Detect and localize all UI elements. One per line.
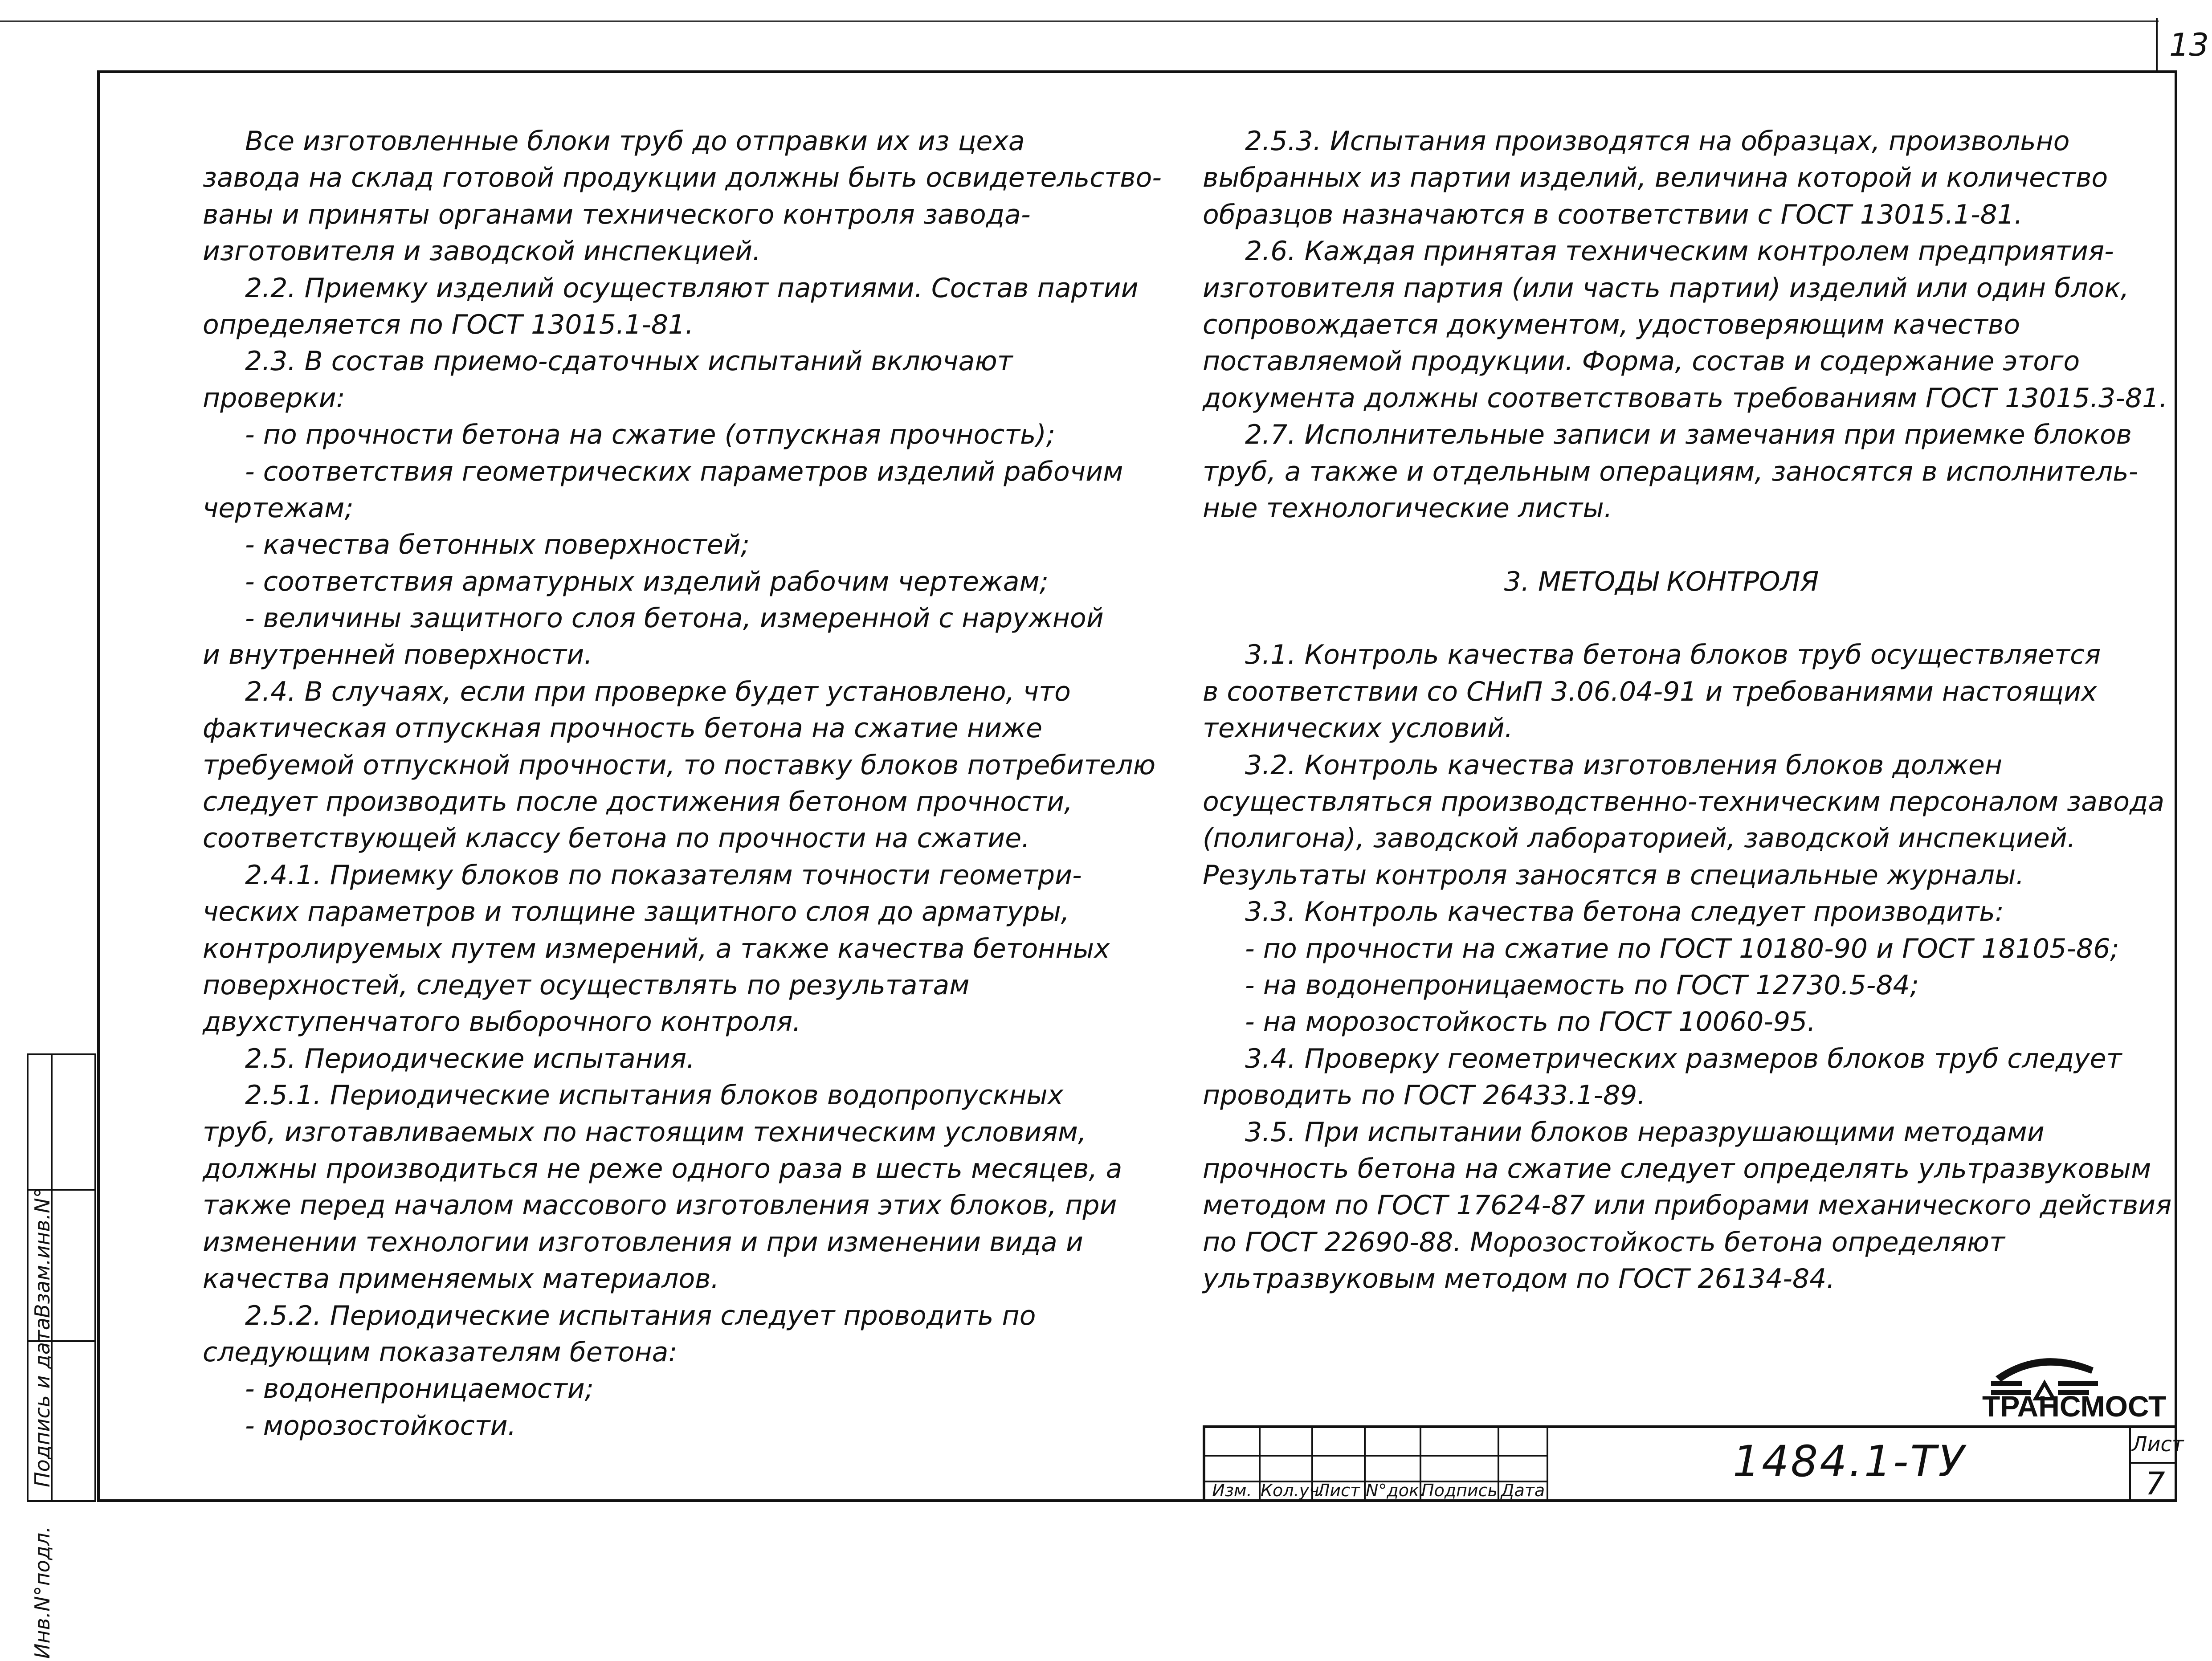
text-line: Все изготовленные блоки труб до отправки их из цеха xyxy=(245,126,1025,157)
text-line: поставляемой продукции. Форма, состав и содержание этого xyxy=(1203,346,2080,377)
text-line: ные технологические листы. xyxy=(1203,492,1612,524)
text-line: 3.4. Проверку геометрических размеров блоков труб следует xyxy=(1245,1043,2122,1074)
tb-col-izm: Изм. xyxy=(1212,1481,1252,1500)
text-line: 2.5.1. Периодические испытания блоков водопропускных xyxy=(245,1080,1064,1111)
text-line: изготовителя партия (или часть партии) изделий или один блок, xyxy=(1203,272,2129,304)
tb-col-list: Лист xyxy=(1317,1481,1360,1500)
document-code: 1484.1-ТУ xyxy=(1733,1437,1966,1486)
text-line: 3.2. Контроль качества изготовления блоков должен xyxy=(1245,749,2003,781)
text-line: - по прочности на сжатие по ГОСТ 10180-90 и ГОСТ 18105-86; xyxy=(1245,933,2119,964)
text-line: - морозостойкости. xyxy=(245,1410,516,1441)
text-line: требуемой отпускной прочности, то поставку блоков потребителю xyxy=(203,749,1156,781)
text-line: 2.3. В состав приемо-сдаточных испытаний включают xyxy=(245,346,1013,377)
logo-wordmark: ТРАНСМОСТ xyxy=(1982,1390,2167,1421)
text-line: - величины защитного слоя бетона, измеренной с наружной xyxy=(245,603,1104,634)
text-line: 2.2. Приемку изделий осуществляют партиями. Состав партии xyxy=(245,272,1139,304)
tb-col-koluch: Кол.уч. xyxy=(1261,1481,1325,1500)
title-block xyxy=(1203,1425,2177,1502)
text-line: - на водонепроницаемость по ГОСТ 12730.5-84; xyxy=(1245,969,1919,1001)
text-line: документа должны соответствовать требованиям ГОСТ 13015.3-81. xyxy=(1203,382,2168,414)
text-line: выбранных из партии изделий, величина которой и количество xyxy=(1203,162,2108,194)
text-line: контролируемых путем измерений, а также качества бетонных xyxy=(203,933,1110,964)
text-line: ультразвуковым методом по ГОСТ 26134-84. xyxy=(1203,1263,1835,1295)
sheet-tab-number: 13 xyxy=(2169,27,2209,63)
text-line: 2.5.2. Периодические испытания следует проводить по xyxy=(245,1300,1036,1331)
blank-line xyxy=(1203,526,2120,563)
text-line: ваны и приняты органами технического контроля завода- xyxy=(203,199,1031,230)
text-line: прочность бетона на сжатие следует определять ультразвуковым xyxy=(1203,1153,2151,1184)
tb-col-data: Дата xyxy=(1501,1481,1545,1500)
text-line: 3.5. При испытании блоков неразрушающими методами xyxy=(1245,1116,2045,1148)
text-line: в соответствии со СНиП 3.06.04-91 и требованиями настоящих xyxy=(1203,676,2097,707)
text-line: следует производить после достижения бетоном прочности, xyxy=(203,786,1073,818)
text-line: завода на склад готовой продукции должны быть освидетельство- xyxy=(203,162,1162,194)
text-line: технических условий. xyxy=(1203,713,1513,744)
text-line: должны производиться не реже одного раза в шесть месяцев, а xyxy=(203,1153,1122,1184)
text-line: 2.4.1. Приемку блоков по показателям точности геометри- xyxy=(245,859,1082,891)
text-line: - качества бетонных поверхностей; xyxy=(245,529,750,561)
text-line: 2.4. В случаях, если при проверке будет установлено, что xyxy=(245,676,1071,707)
text-line: чертежам; xyxy=(203,492,354,524)
text-line: Результаты контроля заносятся в специальные журналы. xyxy=(1203,859,2024,891)
text-line: изготовителя и заводской инспекцией. xyxy=(203,236,761,267)
right-text-column xyxy=(1203,123,2172,1298)
sheet-number: 7 xyxy=(2145,1465,2165,1502)
text-line: (полигона), заводской лабораторией, заводской инспекцией. xyxy=(1203,823,2076,854)
text-line: - соответствия геометрических параметров изделий рабочим xyxy=(245,456,1123,487)
side-label-sign-date: Подпись и дата xyxy=(30,1317,54,1487)
text-line: поверхностей, следует осуществлять по результатам xyxy=(203,969,970,1001)
text-line: проверки: xyxy=(203,382,345,414)
sheet-label: Лист xyxy=(2132,1432,2184,1456)
section-heading: 3. МЕТОДЫ КОНТРОЛЯ xyxy=(1504,566,1819,597)
transmost-logo xyxy=(1978,1345,2169,1421)
side-label-inv-repl: Взам.инв.N° xyxy=(30,1188,54,1318)
text-line: труб, изготавливаемых по настоящим техническим условиям, xyxy=(203,1116,1086,1148)
text-line: проводить по ГОСТ 26433.1-89. xyxy=(1203,1080,1646,1111)
text-line: методом по ГОСТ 17624-87 или приборами механического действия xyxy=(1203,1190,2172,1221)
text-line: - на морозостойкость по ГОСТ 10060-95. xyxy=(1245,1006,1816,1038)
text-line: 3.1. Контроль качества бетона блоков труб осуществляется xyxy=(1245,639,2101,671)
text-line: 2.5.3. Испытания производятся на образцах, произвольно xyxy=(1245,126,2070,157)
text-line: также перед началом массового изготовления этих блоков, при xyxy=(203,1190,1117,1221)
text-line: - по прочности бетона на сжатие (отпускная прочность); xyxy=(245,419,1056,451)
text-line: образцов назначаются в соответствии с ГОСТ 13015.1-81. xyxy=(1203,199,2023,230)
text-line: изменении технологии изготовления и при изменении вида и xyxy=(203,1226,1083,1258)
text-line: 2.7. Исполнительные записи и замечания при приемке блоков xyxy=(1245,419,2132,451)
text-line: определяется по ГОСТ 13015.1-81. xyxy=(203,309,694,340)
text-line: сопровождается документом, удостоверяющим качество xyxy=(1203,309,2020,340)
top-margin-line xyxy=(0,20,2159,22)
text-line: - водонепроницаемости; xyxy=(245,1373,594,1405)
text-line: 3.3. Контроль качества бетона следует производить: xyxy=(1245,896,2004,928)
text-line: - соответствия арматурных изделий рабочим чертежам; xyxy=(245,566,1049,597)
text-line: двухступенчатого выборочного контроля. xyxy=(203,1006,801,1038)
tb-col-ndok: N°док. xyxy=(1366,1481,1424,1500)
blank-line xyxy=(1203,600,2120,637)
text-line: труб, а также и отдельным операциям, заносятся в исполнитель- xyxy=(1203,456,2139,487)
text-line: и внутренней поверхности. xyxy=(203,639,593,671)
text-line: соответствующей классу бетона по прочности на сжатие. xyxy=(203,823,1030,854)
tb-col-podpis: Подпись xyxy=(1421,1481,1498,1500)
text-line: фактическая отпускная прочность бетона на сжатие ниже xyxy=(203,713,1042,744)
text-line: 2.6. Каждая принятая техническим контролем предприятия- xyxy=(1245,236,2114,267)
side-stamp xyxy=(27,1053,96,1659)
text-line: осуществляться производственно-техническим персоналом завода xyxy=(1203,786,2165,818)
text-line: ческих параметров и толщине защитного слоя до арматуры, xyxy=(203,896,1069,928)
text-line: следующим показателям бетона: xyxy=(203,1336,677,1368)
text-line: по ГОСТ 22690-88. Морозостойкость бетона определяют xyxy=(1203,1226,2005,1258)
left-text-column xyxy=(203,123,1162,1444)
side-label-inv-orig: Инв.N°подл. xyxy=(30,1526,54,1659)
text-line: 2.5. Периодические испытания. xyxy=(245,1043,695,1074)
text-line: качества применяемых материалов. xyxy=(203,1263,719,1295)
